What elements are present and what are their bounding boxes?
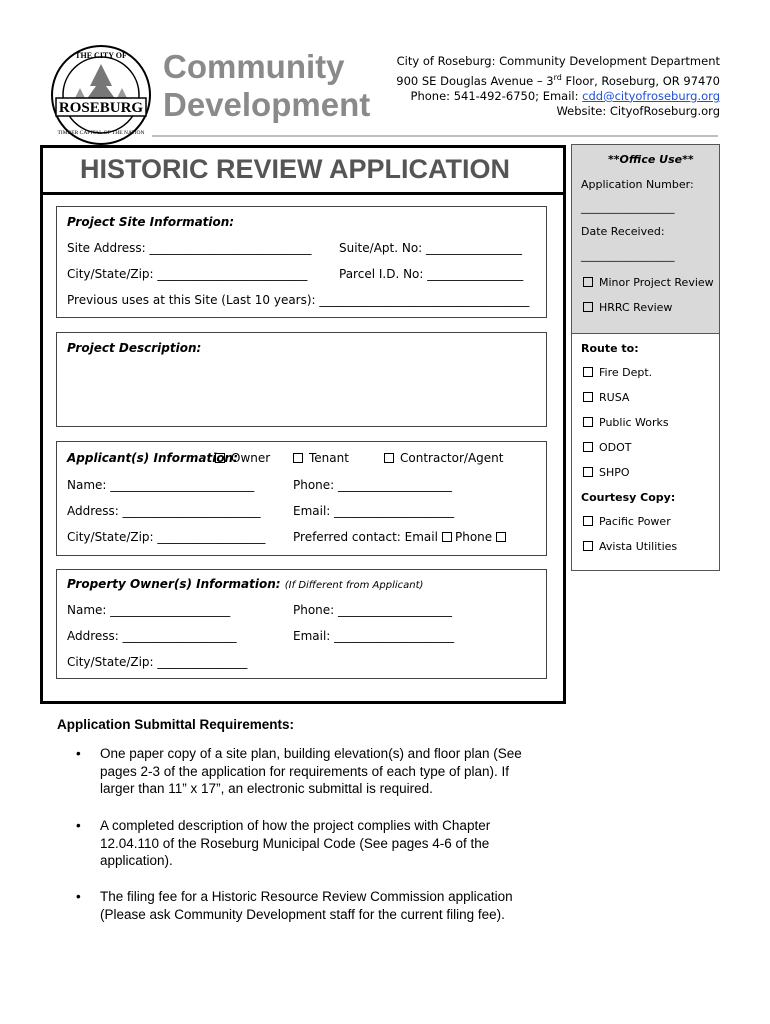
bullet-icon: • — [76, 746, 81, 761]
date-received-label: Date Received: — [581, 225, 665, 238]
hrrc-review-label: HRRC Review — [599, 301, 673, 314]
checkbox-icon — [583, 516, 593, 526]
preferred-email-checkbox[interactable] — [293, 530, 458, 544]
office-use-panel — [571, 144, 720, 334]
contact-block — [396, 54, 720, 120]
owner-address-field[interactable]: Address: ___________________ — [67, 629, 237, 643]
phone-email-text: Phone: 541-492-6750; Email: — [410, 88, 583, 103]
preferred-label: Preferred contact: Email — [293, 530, 438, 544]
courtesy-pacific-power-checkbox[interactable] — [583, 515, 671, 528]
route-label: Fire Dept. — [599, 366, 653, 379]
checkbox-icon — [215, 453, 225, 463]
route-odot-checkbox[interactable] — [583, 441, 632, 454]
property-owner-section — [56, 569, 547, 679]
courtesy-copy-title: Courtesy Copy: — [581, 491, 676, 504]
svg-text:TIMBER CAPITAL OF THE NATION: TIMBER CAPITAL OF THE NATION — [57, 130, 145, 136]
checkbox-icon — [583, 367, 593, 377]
route-label: RUSA — [599, 391, 630, 404]
checkbox-icon — [496, 532, 506, 542]
route-public-works-checkbox[interactable] — [583, 416, 669, 429]
previous-uses-field[interactable]: Previous uses at this Site (Last 10 years): ___________________________________ — [67, 293, 530, 307]
tenant-label: Tenant — [309, 451, 349, 465]
project-site-header: Project Site Information: — [67, 215, 235, 229]
courtesy-label: Avista Utilities — [599, 540, 678, 553]
address-text-2: Floor, Roseburg, OR 97470 — [561, 73, 720, 88]
contact-line-1: City of Roseburg: Community Development Department — [396, 54, 720, 68]
requirements-heading-text: Application Submittal Requirements: — [57, 717, 295, 732]
owner-header — [67, 577, 423, 591]
requirement-text: A completed description of how the project complies with Chapter 12.04.110 of the Roseburg Municipal Code (See pages 4-6 of the application). — [100, 818, 491, 868]
preferred-phone-checkbox[interactable] — [455, 530, 512, 544]
owner-label: Owner — [231, 451, 271, 465]
site-city-field[interactable]: City/State/Zip: _________________________ — [67, 267, 308, 281]
contact-line-3 — [396, 89, 720, 105]
checkbox-icon — [583, 302, 593, 312]
requirement-item — [76, 888, 540, 923]
address-sup: rd — [553, 72, 562, 82]
route-label: SHPO — [599, 466, 630, 479]
project-description-header: Project Description: — [67, 341, 202, 355]
brand-line-2: Development — [163, 86, 371, 123]
minor-review-label: Minor Project Review — [599, 276, 714, 289]
address-text: 900 SE Douglas Avenue – 3 — [396, 73, 554, 88]
requirement-text: The filing fee for a Historic Resource Review Commission application (Please ask Community Development staff for the current filing fee). — [100, 889, 513, 922]
form-title: HISTORIC REVIEW APPLICATION — [80, 154, 511, 184]
route-label: Public Works — [599, 416, 669, 429]
route-rusa-checkbox[interactable] — [583, 391, 629, 404]
checkbox-icon — [442, 532, 452, 542]
route-to-title: Route to: — [581, 342, 639, 355]
applicant-phone-field[interactable]: Phone: ___________________ — [293, 478, 453, 492]
minor-review-checkbox[interactable] — [583, 276, 714, 289]
checkbox-icon — [293, 453, 303, 463]
parcel-id-field[interactable]: Parcel I.D. No: ________________ — [339, 267, 524, 281]
checkbox-icon — [583, 442, 593, 452]
hrrc-review-checkbox[interactable] — [583, 301, 672, 314]
email-link[interactable]: cdd@cityofroseburg.org — [582, 88, 720, 103]
contact-line-4: Website: CityofRoseburg.org — [556, 104, 720, 119]
owner-header-note: (If Different from Applicant) — [284, 580, 424, 591]
city-seal-logo — [50, 44, 152, 146]
bullet-icon: • — [76, 818, 81, 833]
route-label: ODOT — [599, 441, 632, 454]
checkbox-icon — [583, 467, 593, 477]
date-received-field[interactable]: _________________ — [581, 249, 675, 262]
applicant-name-field[interactable]: Name: ________________________ — [67, 478, 255, 492]
contractor-label: Contractor/Agent — [400, 451, 504, 465]
department-brand — [163, 48, 370, 124]
tenant-checkbox[interactable] — [293, 451, 349, 465]
checkbox-icon — [583, 392, 593, 402]
svg-text:THE CITY OF: THE CITY OF — [75, 51, 127, 60]
checkbox-icon — [583, 417, 593, 427]
owner-phone-field[interactable]: Phone: ___________________ — [293, 603, 453, 617]
site-address-field[interactable]: Site Address: ___________________________ — [67, 241, 312, 255]
checkbox-icon — [384, 453, 394, 463]
route-to-panel — [571, 333, 720, 571]
requirement-item — [76, 817, 540, 870]
owner-email-field[interactable]: Email: ____________________ — [293, 629, 455, 643]
header-divider — [152, 135, 718, 137]
owner-city-field[interactable]: City/State/Zip: _______________ — [67, 655, 248, 669]
courtesy-avista-checkbox[interactable] — [583, 540, 677, 553]
suite-field[interactable]: Suite/Apt. No: ________________ — [339, 241, 523, 255]
project-site-section — [56, 206, 547, 318]
contact-line-2 — [396, 70, 720, 89]
applicant-email-field[interactable]: Email: ____________________ — [293, 504, 455, 518]
application-number-field[interactable]: _________________ — [581, 201, 675, 214]
owner-name-field[interactable]: Name: ____________________ — [67, 603, 231, 617]
contractor-checkbox[interactable] — [384, 451, 503, 465]
requirements-heading — [57, 717, 294, 732]
applicant-section — [56, 441, 547, 556]
owner-header-text: Property Owner(s) Information: — [67, 577, 281, 591]
requirement-item — [76, 745, 540, 798]
project-description-section[interactable] — [56, 332, 547, 427]
requirement-text: One paper copy of a site plan, building elevation(s) and floor plan (See pages 2-3 of the application for requirements of each type of plan). If larger than 11” x 17”, an electronic submittal is required. — [100, 746, 522, 796]
applicant-header: Applicant(s) Information: — [67, 451, 238, 465]
applicant-address-field[interactable]: Address: _______________________ — [67, 504, 261, 518]
phone-option-label: Phone — [455, 530, 493, 544]
svg-text:ROSEBURG: ROSEBURG — [58, 100, 144, 116]
route-shpo-checkbox[interactable] — [583, 466, 630, 479]
application-number-label: Application Number: — [581, 178, 694, 191]
checkbox-icon — [583, 277, 593, 287]
applicant-city-field[interactable]: City/State/Zip: __________________ — [67, 530, 266, 544]
owner-checkbox[interactable] — [215, 451, 270, 465]
checkbox-icon — [583, 541, 593, 551]
office-use-title: **Office Use** — [608, 153, 694, 166]
brand-line-1: Community — [163, 48, 345, 85]
courtesy-label: Pacific Power — [599, 515, 671, 528]
route-fire-checkbox[interactable] — [583, 366, 652, 379]
bullet-icon: • — [76, 889, 81, 904]
